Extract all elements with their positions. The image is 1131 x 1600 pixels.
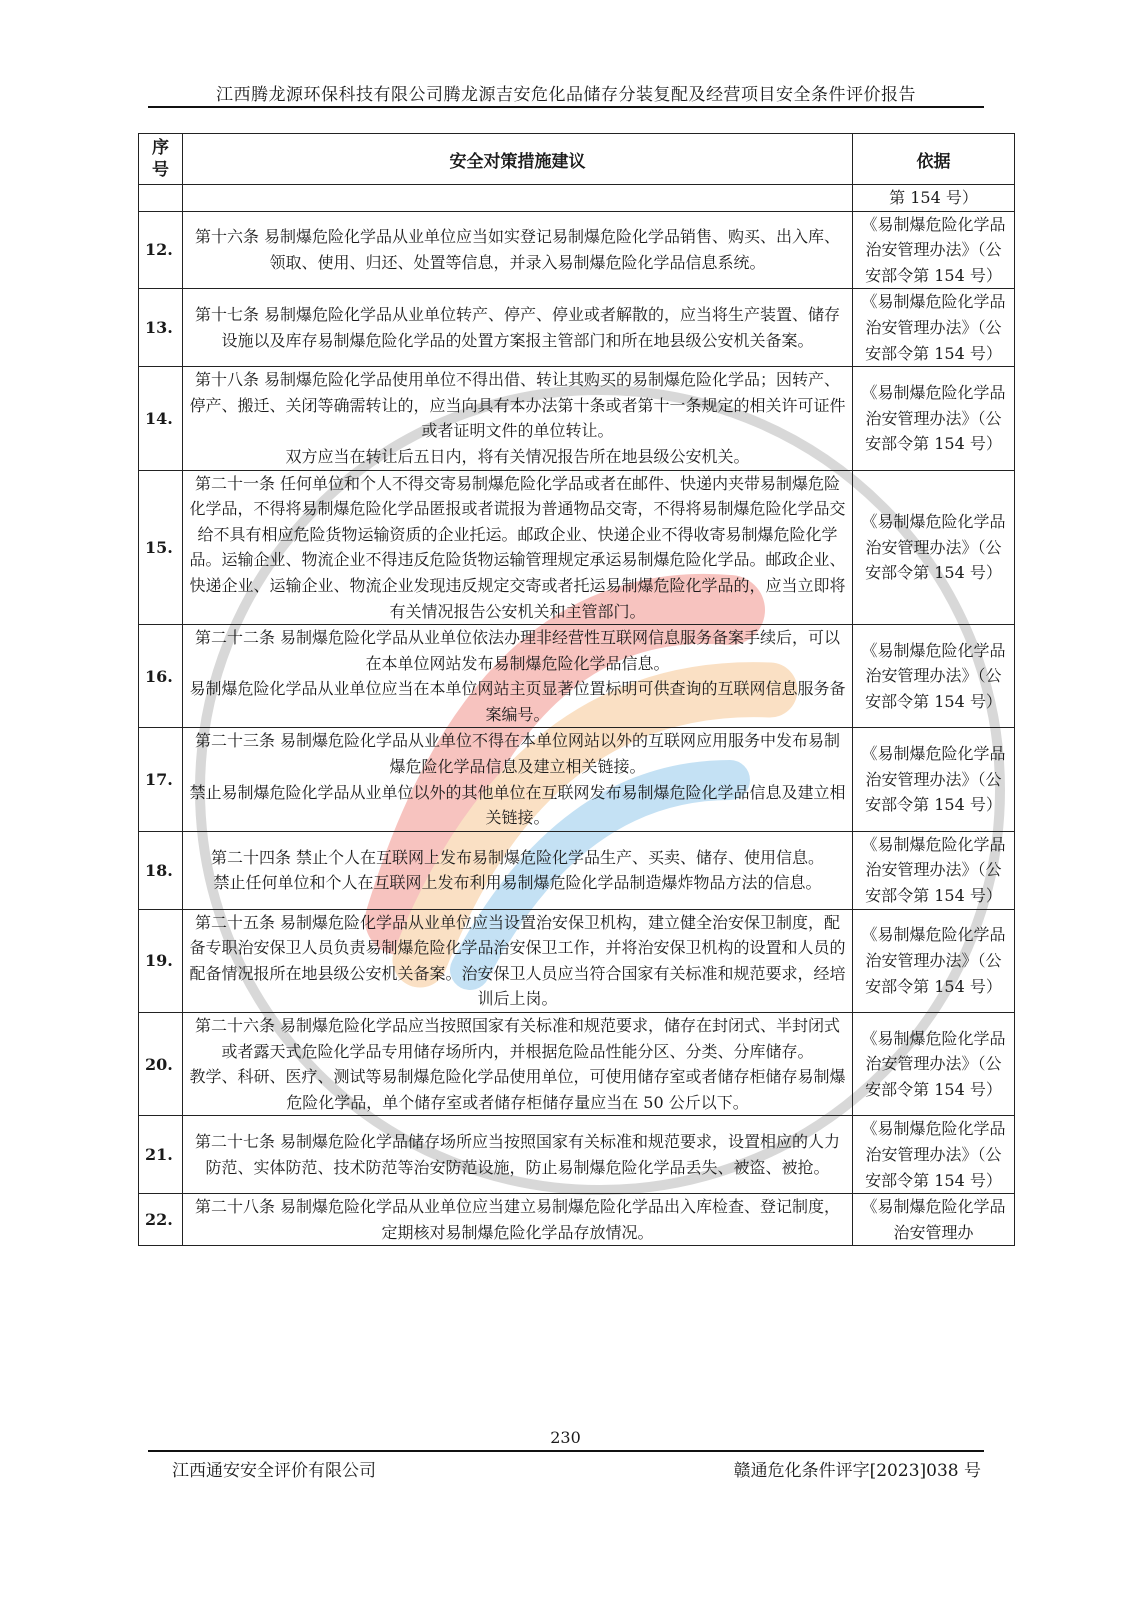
basis-cell: 《易制爆危险化学品治安管理办法》（公安部令第 154 号） <box>853 470 1015 625</box>
basis-cell: 《易制爆危险化学品治安管理办法》（公安部令第 154 号） <box>853 728 1015 831</box>
basis-cell: 《易制爆危险化学品治安管理办法》（公安部令第 154 号） <box>853 367 1015 470</box>
table-row-continuation <box>139 185 1015 212</box>
measure-paragraph: 第二十四条 禁止个人在互联网上发布易制爆危险化学品生产、买卖、储存、使用信息。 <box>210 847 825 867</box>
header-divider <box>148 106 984 108</box>
measure-cell <box>183 367 853 470</box>
measure-cell <box>183 1116 853 1194</box>
measure-cell <box>183 909 853 1012</box>
basis-cell: 《易制爆危险化学品治安管理办法》（公安部令第 154 号） <box>853 289 1015 367</box>
table-row <box>139 289 1015 367</box>
measure-cell <box>183 728 853 831</box>
measure-paragraph: 第十八条 易制爆危险化学品使用单位不得出借、转让其购买的易制爆危险化学品；因转产、停产、搬迁、关闭等确需转让的，应当向具有本办法第十条或者第十一条规定的相关许可证件或者证明文件的单位转让。 <box>189 370 846 441</box>
continuation-measure-cell <box>183 185 853 212</box>
measure-paragraph: 第十七条 易制爆危险化学品从业单位转产、停产、停业或者解散的，应当将生产装置、储存设施以及库存易制爆危险化学品的处置方案报主管部门和所在地县级公安机关备案。 <box>194 305 841 350</box>
measure-paragraph: 第二十六条 易制爆危险化学品应当按照国家有关标准和规范要求，储存在封闭式、半封闭式或者露天式危险化学品专用储存场所内，并根据危险品性能分区、分类、分库储存。 <box>194 1016 841 1061</box>
footer-company: 江西通安安全评价有限公司 <box>172 1461 376 1481</box>
row-number: 12. <box>139 211 183 289</box>
continuation-no-cell <box>139 185 183 212</box>
table-row <box>139 909 1015 1012</box>
basis-cell: 《易制爆危险化学品治安管理办法》（公安部令第 154 号） <box>853 1013 1015 1116</box>
measure-paragraph: 第二十七条 易制爆危险化学品储存场所应当按照国家有关标准和规范要求，设置相应的人力防范、实体防范、技术防范等治安防范设施，防止易制爆危险化学品丢失、被盗、被抢。 <box>194 1132 841 1177</box>
measure-cell <box>183 1194 853 1246</box>
table-header-row <box>139 134 1015 185</box>
row-number: 22. <box>139 1194 183 1246</box>
measure-paragraph: 第二十二条 易制爆危险化学品从业单位依法办理非经营性互联网信息服务备案手续后，可以在本单位网站发布易制爆危险化学品信息。 <box>194 628 841 673</box>
table-row <box>139 728 1015 831</box>
basis-cell: 《易制爆危险化学品治安管理办法》（公安部令第 154 号） <box>853 211 1015 289</box>
measure-cell <box>183 1013 853 1116</box>
measure-paragraph: 第二十三条 易制爆危险化学品从业单位不得在本单位网站以外的互联网应用服务中发布易制爆危险化学品信息及建立相关链接。 <box>194 731 841 777</box>
table-row <box>139 625 1015 728</box>
table-row <box>139 1013 1015 1116</box>
measure-paragraph: 易制爆危险化学品从业单位应当在本单位网站主页显著位置标明可供查询的互联网信息服务备案编号。 <box>189 679 846 724</box>
measure-paragraph: 第二十五条 易制爆危险化学品从业单位应当设置治安保卫机构，建立健全治安保卫制度，配备专职治安保卫人员负责易制爆危险化学品治安保卫工作，并将治安保卫机构的设置和人员的配备情况报所在地县级公安机关备案。治安保卫人员应当符合国家有关标准和规范要求，经培训后上岗。 <box>189 912 846 1009</box>
basis-cell: 《易制爆危险化学品治安管理办法》（公安部令第 154 号） <box>853 831 1015 909</box>
table-row <box>139 1194 1015 1246</box>
measure-cell <box>183 470 853 625</box>
column-header-measure: 安全对策措施建议 <box>183 134 853 185</box>
row-number: 18. <box>139 831 183 909</box>
row-number: 20. <box>139 1013 183 1116</box>
table-row <box>139 831 1015 909</box>
row-number: 13. <box>139 289 183 367</box>
measure-cell <box>183 831 853 909</box>
measure-paragraph: 第二十八条 易制爆危险化学品从业单位应当建立易制爆危险化学品出入库检查、登记制度，定期核对易制爆危险化学品存放情况。 <box>194 1197 841 1242</box>
measure-paragraph: 禁止易制爆危险化学品从业单位以外的其他单位在互联网发布易制爆危险化学品信息及建立相关链接。 <box>189 782 846 828</box>
footer-divider <box>148 1450 984 1452</box>
safety-measures-table <box>138 133 1015 1246</box>
continuation-basis-cell: 第 154 号） <box>853 185 1015 212</box>
table-row <box>139 211 1015 289</box>
row-number: 21. <box>139 1116 183 1194</box>
measure-cell <box>183 289 853 367</box>
report-header-title: 江西腾龙源环保科技有限公司腾龙源吉安危化品储存分装复配及经营项目安全条件评价报告 <box>216 85 916 105</box>
basis-cell: 《易制爆危险化学品治安管理办法》（公安部令第 154 号） <box>853 625 1015 728</box>
basis-cell: 《易制爆危险化学品治安管理办法》（公安部令第 154 号） <box>853 1116 1015 1194</box>
column-header-no: 序号 <box>139 134 183 185</box>
table-row <box>139 367 1015 470</box>
measure-paragraph: 第十六条 易制爆危险化学品从业单位应当如实登记易制爆危险化学品销售、购买、出入库、领取、使用、归还、处置等信息，并录入易制爆危险化学品信息系统。 <box>194 227 841 272</box>
table-row <box>139 1116 1015 1194</box>
basis-cell: 《易制爆危险化学品治安管理办 <box>853 1194 1015 1246</box>
row-number: 16. <box>139 625 183 728</box>
table-row <box>139 470 1015 625</box>
footer-report-number: 赣通危化条件评字[2023]038 号 <box>733 1461 981 1481</box>
basis-cell: 《易制爆危险化学品治安管理办法》（公安部令第 154 号） <box>853 909 1015 1012</box>
measure-paragraph: 双方应当在转让后五日内，将有关情况报告所在地县级公安机关。 <box>285 446 750 466</box>
measure-cell <box>183 211 853 289</box>
measure-paragraph: 禁止任何单位和个人在互联网上发布利用易制爆危险化学品制造爆炸物品方法的信息。 <box>213 873 822 893</box>
row-number: 17. <box>139 728 183 831</box>
page-number: 230 <box>550 1428 581 1447</box>
measure-paragraph: 教学、科研、医疗、测试等易制爆危险化学品使用单位，可使用储存室或者储存柜储存易制爆危险化学品，单个储存室或者储存柜储存量应当在 50 公斤以下。 <box>189 1067 846 1112</box>
row-number: 19. <box>139 909 183 1012</box>
row-number: 15. <box>139 470 183 625</box>
column-header-basis: 依据 <box>853 134 1015 185</box>
row-number: 14. <box>139 367 183 470</box>
measure-cell <box>183 625 853 728</box>
measure-paragraph: 第二十一条 任何单位和个人不得交寄易制爆危险化学品或者在邮件、快递内夹带易制爆危险化学品，不得将易制爆危险化学品匿报或者谎报为普通物品交寄，不得将易制爆危险化学品交给不具有相应危险货物运输资质的企业托运。邮政企业、快递企业不得收寄易制爆危险化学品。运输企业、物流企业不得违反危险货物运输管理规定承运易制爆危险化学品。邮政企业、快递企业、运输企业、物流企业发现违反规定交寄或者托运易制爆危险化学品的，应当立即将有关情况报告公安机关和主管部门。 <box>189 473 846 621</box>
